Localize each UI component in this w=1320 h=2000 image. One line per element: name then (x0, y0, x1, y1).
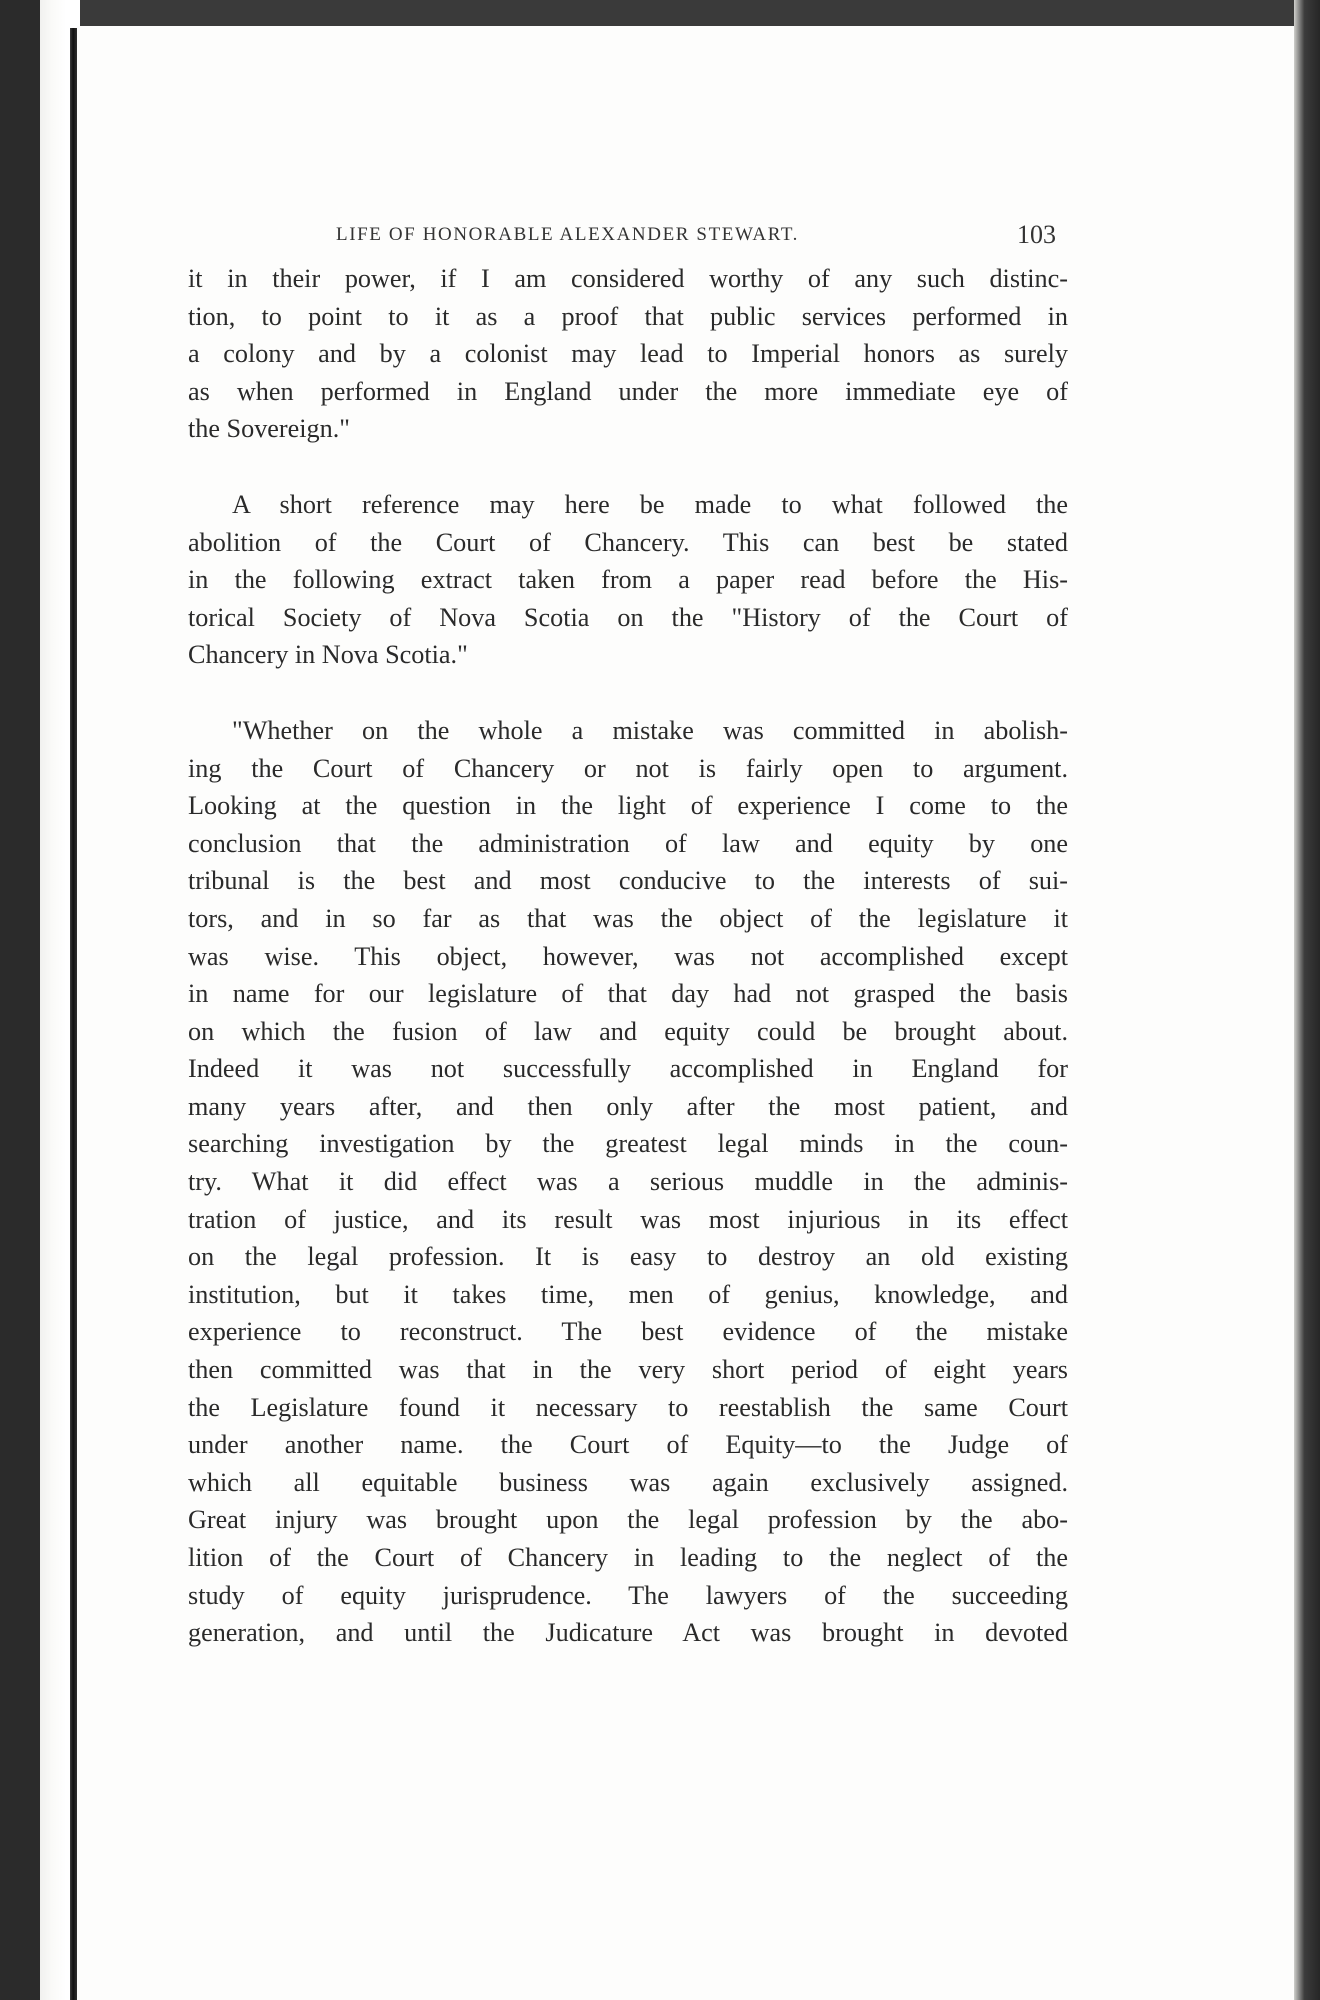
text-line: as when performed in England under the more immediate eye of (188, 376, 1068, 406)
text-line: tration of justice, and its result was most injurious in its effect (188, 1204, 1068, 1234)
text-line: searching investigation by the greatest legal minds in the coun- (188, 1129, 1068, 1159)
text-line: torical Society of Nova Scotia on the "History of the Court of (188, 602, 1068, 632)
text-line: A short reference may here be made to what followed the (232, 489, 1068, 519)
text-line: in the following extract taken from a paper read before the His- (188, 565, 1068, 595)
paragraph-reference (188, 486, 1068, 674)
text-line: the Sovereign." (188, 414, 350, 444)
text-line: on which the fusion of law and equity could be brought about. (188, 1016, 1068, 1046)
paragraph-extract (188, 712, 1068, 1652)
text-line: "Whether on the whole a mistake was committed in abolish- (232, 715, 1068, 745)
text-line: Indeed it was not successfully accomplished in England for (188, 1054, 1068, 1084)
text-line: lition of the Court of Chancery in leading to the neglect of the (188, 1543, 1068, 1572)
text-line: a colony and by a colonist may lead to Imperial honors as surely (188, 339, 1068, 369)
text-line: tion, to point to it as a proof that public services performed in (188, 301, 1068, 331)
paragraph-continuation (188, 260, 1068, 448)
text-line: generation, and until the Judicature Act was brought in devoted (188, 1618, 1068, 1648)
text-line: institution, but it takes time, men of genius, knowledge, and (188, 1279, 1068, 1309)
text-line: many years after, and then only after the most patient, and (188, 1091, 1068, 1121)
scan-top-edge (0, 0, 1320, 26)
text-line: abolition of the Court of Chancery. This can best be stated (188, 527, 1068, 557)
text-line: tors, and in so far as that was the object of the legislature it (188, 903, 1068, 933)
text-line: Great injury was brought upon the legal profession by the abo- (188, 1505, 1068, 1535)
text-line: conclusion that the administration of law and equity by one (188, 828, 1068, 858)
paragraph-gap (188, 674, 1068, 712)
text-line: experience to reconstruct. The best evidence of the mistake (188, 1317, 1068, 1347)
text-line: the Legislature found it necessary to reestablish the same Court (188, 1392, 1068, 1422)
running-title: LIFE OF HONORABLE ALEXANDER STEWART. (336, 224, 800, 245)
text-line: under another name. the Court of Equity—to the Judge of (188, 1430, 1068, 1460)
text-line: Chancery in Nova Scotia." (188, 640, 468, 670)
text-line: then committed was that in the very short period of eight years (188, 1355, 1068, 1385)
text-line: try. What it did effect was a serious muddle in the adminis- (188, 1167, 1068, 1197)
paragraph-gap (188, 448, 1068, 486)
text-line: tribunal is the best and most conducive to the interests of sui- (188, 866, 1068, 896)
page-number: 103 (1017, 220, 1056, 249)
page-content (188, 220, 1068, 1652)
text-line: in name for our legislature of that day had not grasped the basis (188, 979, 1068, 1009)
text-line: which all equitable business was again exclusively assigned. (188, 1467, 1068, 1497)
text-line: on the legal profession. It is easy to destroy an old existing (188, 1242, 1068, 1272)
scan-left-gutter (0, 0, 40, 2000)
book-spine (70, 28, 77, 2000)
scan-right-edge (1294, 0, 1320, 2000)
text-line: ing the Court of Chancery or not is fairly open to argument. (188, 753, 1068, 783)
text-line: was wise. This object, however, was not accomplished except (188, 941, 1068, 971)
text-line: it in their power, if I am considered worthy of any such distinc- (188, 264, 1068, 293)
text-line: study of equity jurisprudence. The lawyers of the succeeding (188, 1580, 1068, 1610)
text-line: Looking at the question in the light of experience I come to the (188, 791, 1068, 821)
running-head (188, 220, 1068, 260)
